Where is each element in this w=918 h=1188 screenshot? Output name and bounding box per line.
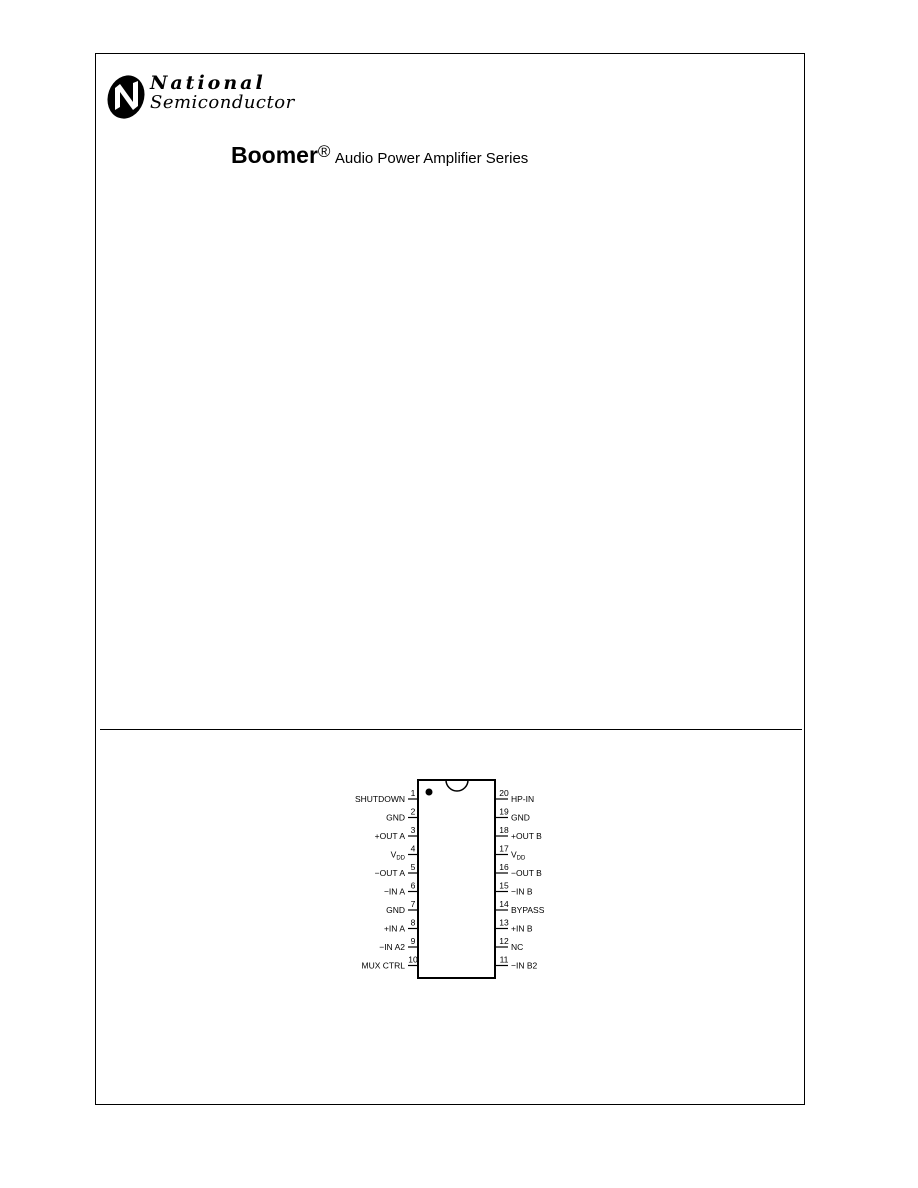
pin-label-19: GND — [511, 812, 530, 823]
series-text: Audio Power Amplifier Series — [334, 150, 529, 167]
pin-label-2: GND — [386, 812, 405, 823]
pin-number-17: 17 — [499, 843, 509, 854]
pin-label-3: +OUT A — [374, 831, 405, 841]
pin-number-8: 8 — [410, 917, 416, 928]
pin-label-6: −IN A — [383, 886, 405, 897]
logo-line2: Semiconductor — [150, 92, 295, 113]
pin-label-12: NC — [511, 942, 524, 952]
pin-number-12: 12 — [499, 936, 509, 946]
pin-number-19: 19 — [499, 806, 509, 817]
pin-label-16: −OUT B — [511, 868, 542, 878]
pin1-dot — [426, 789, 433, 796]
pin-number-13: 13 — [499, 917, 509, 928]
national-semiconductor-logo-icon — [106, 72, 148, 120]
pin-number-2: 2 — [410, 806, 416, 817]
pin-label-11: −IN B2 — [511, 960, 538, 971]
pin-label-10: MUX CTRL — [361, 960, 405, 971]
pin-number-16: 16 — [499, 862, 509, 872]
pin-number-4: 4 — [410, 843, 416, 854]
pin-number-9: 9 — [410, 936, 416, 946]
pin-number-1: 1 — [410, 788, 416, 798]
pin-label-15: −IN B — [511, 886, 533, 897]
pin-label-8: +IN A — [383, 923, 405, 934]
product-series-title — [231, 142, 528, 169]
ic-package-outline — [418, 780, 495, 978]
pin-number-20: 20 — [499, 788, 509, 798]
pin-label-7: GND — [386, 905, 405, 915]
connection-diagram — [340, 772, 580, 984]
pin-label-5: −OUT A — [374, 868, 405, 878]
pin-number-18: 18 — [499, 825, 509, 835]
pin-number-14: 14 — [499, 899, 509, 909]
logo-line1: National — [150, 72, 266, 94]
pin-label-14: BYPASS — [511, 905, 545, 915]
brand-name: Boomer — [231, 142, 318, 168]
pin-label-18: +OUT B — [511, 831, 542, 841]
pin-label-1: SHUTDOWN — [354, 794, 405, 804]
registered-mark: ® — [317, 142, 331, 161]
pin-number-11: 11 — [499, 954, 509, 965]
pin-label-13: +IN B — [511, 923, 533, 934]
pin-label-4: $V_{DD}$ — [390, 849, 405, 862]
left-pins — [355, 788, 418, 971]
pin-number-15: 15 — [499, 880, 509, 891]
pin-number-3: 3 — [410, 825, 416, 835]
pin-number-7: 7 — [410, 899, 416, 909]
pin-label-20: HP-IN — [511, 794, 535, 804]
pin-number-10: 10 — [408, 954, 418, 965]
pin-label-9: −IN A2 — [379, 942, 405, 952]
pin-number-6: 6 — [410, 880, 416, 891]
right-pins — [495, 788, 545, 971]
pin-number-5: 5 — [410, 862, 416, 872]
company-logo — [106, 72, 306, 120]
pin-label-17: $V_{DD}$ — [511, 849, 526, 862]
section-divider — [100, 729, 802, 730]
